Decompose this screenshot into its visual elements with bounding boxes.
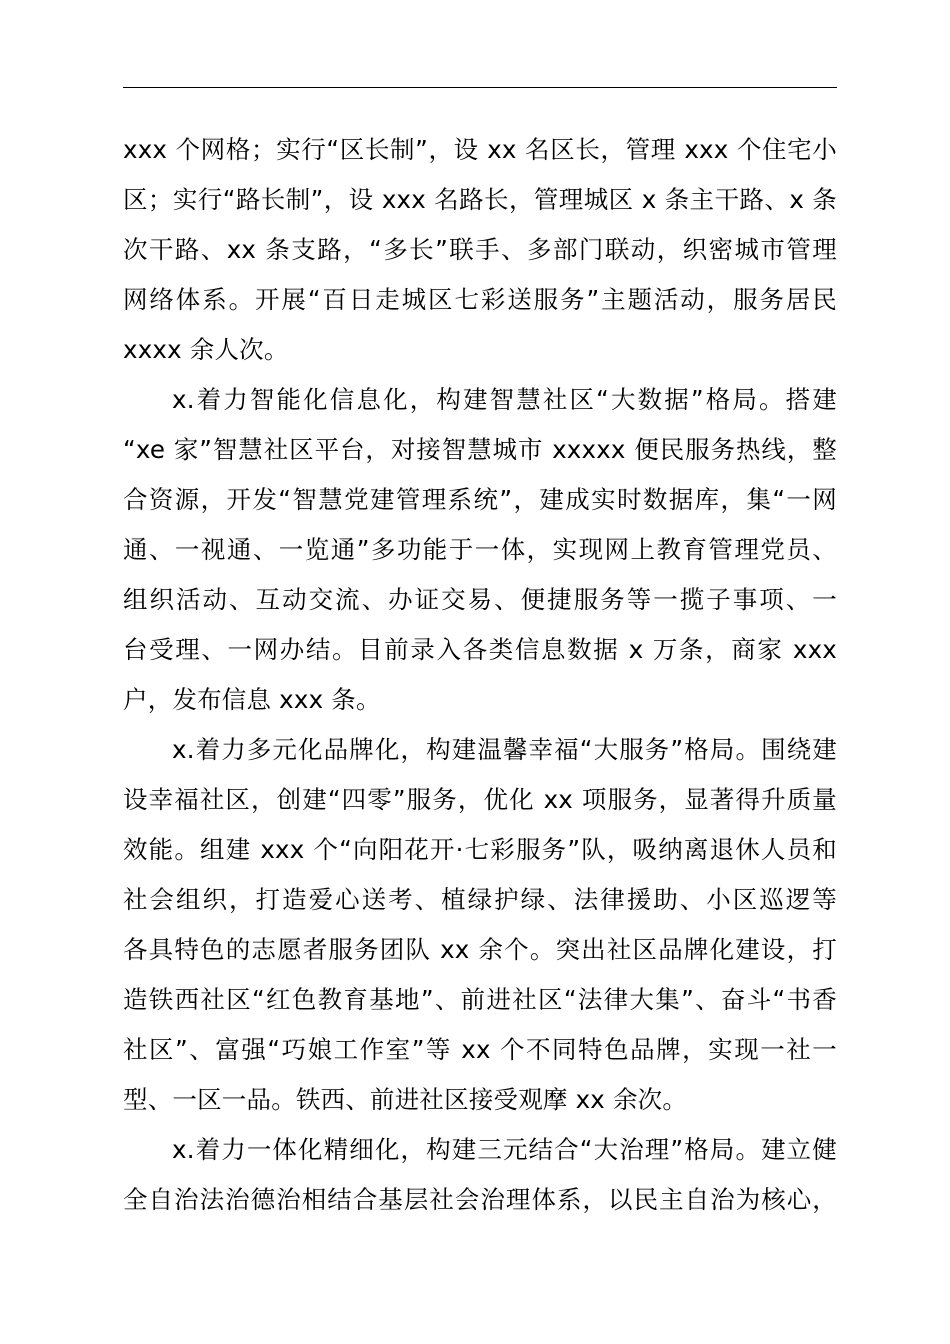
text-line: 设幸福社区，创建“四零”服务，优化 xx 项服务，显著得升质量 — [123, 785, 837, 814]
text-line: 社会组织，打造爱心送考、植绿护绿、法律援助、小区巡逻等 — [123, 885, 837, 914]
text-line: 型、一区一品。铁西、前进社区接受观摩 xx 余次。 — [123, 1085, 688, 1114]
text-line: x.着力一体化精细化，构建三元结合“大治理”格局。建立健 — [172, 1135, 837, 1164]
header-rule — [123, 87, 837, 88]
text-line: x.着力多元化品牌化，构建温馨幸福“大服务”格局。围绕建 — [172, 735, 837, 764]
text-line: 各具特色的志愿者服务团队 xx 余个。突出社区品牌化建设，打 — [123, 935, 837, 964]
text-line: 通、一视通、一览通”多功能于一体，实现网上教育管理党员、 — [123, 535, 837, 564]
text-line: 社区”、富强“巧娘工作室”等 xx 个不同特色品牌，实现一社一 — [123, 1035, 837, 1064]
text-line: “xe 家”智慧社区平台，对接智慧城市 xxxxx 便民服务热线，整 — [123, 435, 837, 464]
text-line: 合资源，开发“智慧党建管理系统”，建成实时数据库，集“一网 — [123, 485, 837, 514]
text-line: xxxx 余人次。 — [123, 335, 289, 364]
text-line: 组织活动、互动交流、办证交易、便捷服务等一揽子事项、一 — [123, 585, 837, 614]
text-line: 区；实行“路长制”，设 xxx 名路长，管理城区 x 条主干路、x 条 — [123, 185, 837, 214]
text-line: 网络体系。开展“百日走城区七彩送服务”主题活动，服务居民 — [123, 285, 837, 314]
text-line: 造铁西社区“红色教育基地”、前进社区“法律大集”、奋斗“书香 — [123, 985, 837, 1014]
text-line: xxx 个网格；实行“区长制”，设 xx 名区长，管理 xxx 个住宅小 — [123, 135, 837, 164]
text-line: 效能。组建 xxx 个“向阳花开·七彩服务”队，吸纳离退休人员和 — [123, 835, 837, 864]
text-line: 台受理、一网办结。目前录入各类信息数据 x 万条，商家 xxx — [123, 635, 837, 664]
document-body — [123, 125, 837, 1225]
text-line: 户，发布信息 xxx 条。 — [123, 685, 381, 714]
text-line: x.着力智能化信息化，构建智慧社区“大数据”格局。搭建 — [172, 385, 837, 414]
text-line: 次干路、xx 条支路，“多长”联手、多部门联动，织密城市管理 — [123, 235, 837, 264]
text-line: 全自治法治德治相结合基层社会治理体系，以民主自治为核心， — [123, 1185, 837, 1214]
